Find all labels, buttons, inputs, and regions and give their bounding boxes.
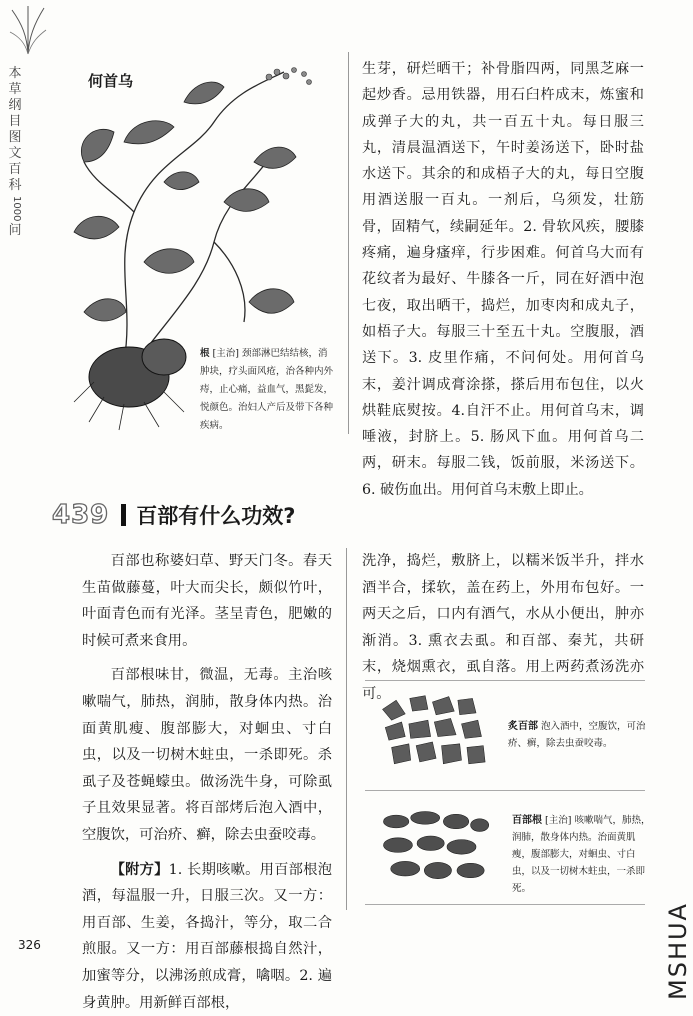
series-title-char: 问	[8, 223, 22, 239]
appendix-text: 1. 长期咳嗽。用百部根泡酒，每温服一升，日服三次。又一方：用百部、生姜，各捣汁，等分，取二合煎服。又一方：用百部藤根捣自然汁，加蜜等分，以沸汤煎成膏，噙咽。2. 遍身黄肿。用新鲜百部根，	[82, 861, 332, 1011]
baibu-root-photo	[378, 800, 496, 892]
herb-label-2: 百部根	[512, 815, 542, 826]
right-column	[362, 548, 644, 708]
herb-middle-rule	[365, 790, 645, 791]
top-right-text	[362, 56, 644, 503]
column-divider-bottom	[346, 548, 347, 910]
zhi-baibu-photo	[378, 688, 496, 776]
series-title-char: 百	[8, 162, 22, 177]
series-title-char: 科	[8, 178, 22, 193]
herb-label-1: 炙百部	[508, 721, 538, 732]
left-paragraph-1: 百部也称婆妇草、野天门冬。春天生苗做藤蔓，叶大而尖长，颇似竹叶，叶面青色而有光泽。茎呈青色，肥嫩的时候可煮来食用。	[82, 553, 332, 649]
heading-bar	[121, 504, 126, 526]
plant-title: 何首乌	[88, 72, 134, 90]
grass-logo-icon	[8, 6, 48, 56]
plant-caption	[200, 345, 335, 435]
series-title-char: 目	[8, 114, 22, 129]
series-title-char: 1000	[11, 196, 22, 222]
top-right-paragraph: 生芽，研烂晒干；补骨脂四两，同黑芝麻一起炒香。忌用铁器，用石臼杵成末，炼蜜和成弹子大的丸，共一百五十丸。每日服三丸，清晨温酒送下，午时姜汤送下，卧时盐水送下。其余的和成梧子大的丸，每日空腹用酒送服一百丸。一剂后，乌须发，壮筋骨，固精气，续嗣延年。2. 骨软风疾，腰膝疼痛，遍身瘙痒，行步困难。何首乌大而有花纹者为最好、牛膝各一斤，同在好酒中泡七夜，取出晒干，捣烂，加枣肉和成丸子，如梧子大。每服三十至五十丸。空腹服，酒送下。3. 皮里作痛，不问何处。用何首乌末，姜汁调成膏涂搽，搽后用布包住，以火烘鞋底熨按。4.自汗不止。用何首乌末，调唾液，封脐上。5. 肠风下血。用何首乌二两，研末。每服二钱，饭前服，米汤送下。6. 破伤血出。用何首乌末敷上即止。	[362, 61, 644, 498]
section-number: 439	[52, 500, 110, 530]
series-title-char: 草	[8, 82, 22, 97]
series-title-char: 纲	[8, 98, 22, 113]
section-title: 百部有什么功效?	[136, 504, 296, 528]
herb-bottom-rule	[365, 904, 645, 905]
section-heading	[52, 498, 295, 532]
page-number: 326	[18, 938, 41, 952]
series-title	[8, 66, 22, 239]
right-paragraph-1: 洗净，捣烂，敷脐上，以糯米饭半升，拌水酒半合，揉软，盖在药上，外用布包好。一两天之后，口内有酒气，水从小便出，肿亦渐消。3. 熏衣去虱。和百部、秦艽，共研末，烧烟熏衣，虱自落。用上两药煮汤洗亦可。	[362, 553, 644, 702]
herb-text-1: 泡入酒中，空腹饮，可治疥、癣，除去虫蚕咬毒。	[508, 721, 646, 749]
left-column	[82, 548, 332, 1016]
series-title-char: 文	[8, 146, 22, 161]
caption-text: [主治] 颈部淋巴结结核，消肿块，疗头面风疮，治各种内外痔，止心痛，益血气，黑髭发，悦颜色。治妇人产后及带下各种疾病。	[200, 348, 334, 431]
left-paragraph-3	[82, 857, 332, 1016]
appendix-label: 【附方】	[110, 861, 169, 878]
left-paragraph-2: 百部根味甘，微温，无毒。主治咳嗽喘气，肺热，润肺，散身体内热。治面黄肌瘦、腹部膨大，对蛔虫、寸白虫，以及一切树木蛀虫，一杀即死。杀虱子及苍蝇蠓虫。做汤洗牛身，可除虱子且效果显著。将百部烤后泡入酒中，空腹饮，可治疥、癣，除去虫蚕咬毒。	[82, 667, 332, 843]
herb-caption-2	[512, 812, 652, 897]
watermark-text: MSHUA	[664, 902, 692, 1000]
column-divider-top	[348, 52, 349, 434]
series-title-char: 本	[8, 66, 22, 81]
herb-top-rule	[365, 680, 645, 681]
caption-label: 根	[200, 348, 210, 359]
watermark	[662, 842, 692, 1002]
herb-caption-1	[508, 718, 648, 752]
herb-text-2: [主治] 咳嗽喘气，肺热，润肺，散身体内热。治面黄肌瘦，腹部膨大，对蛔虫、寸白虫，以及一切树木蛀虫，一杀即死。	[512, 815, 651, 894]
series-title-char: 图	[8, 130, 22, 145]
